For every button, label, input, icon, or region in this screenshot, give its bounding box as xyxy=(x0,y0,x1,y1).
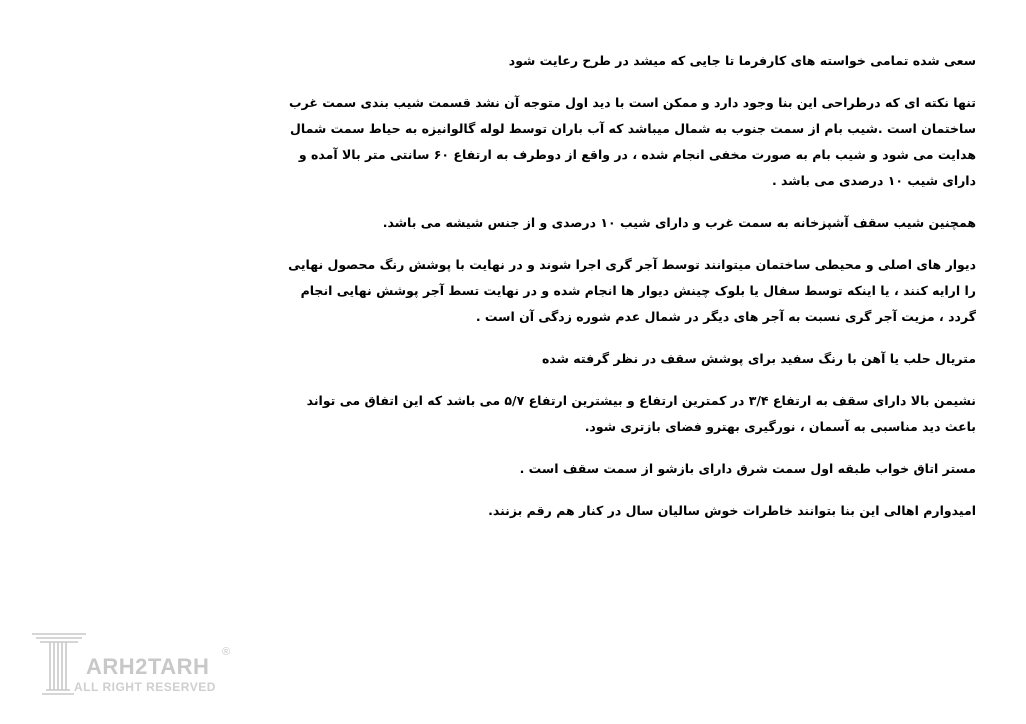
text-line: گردد ، مزیت آجر گری نسبت به آجر های دیگر در شمال عدم شوره زدگی آن است . xyxy=(475,309,976,324)
watermark-subtitle: ALL RIGHT RESERVED xyxy=(74,680,216,694)
watermark-brand: ARH2TARH xyxy=(86,654,210,679)
paragraph-client-requirements xyxy=(341,48,976,74)
text-line: دارای شیب ۱۰ درصدی می باشد . xyxy=(771,173,976,188)
paragraph-roof-material xyxy=(341,346,976,372)
text-line: هدایت می شود و شیب بام به صورت مخفی انجام شده ، در واقع از دوطرف به ارتفاع ۶۰ سانتی متر بالا آمده و xyxy=(298,147,976,162)
paragraph-kitchen-roof xyxy=(341,210,976,236)
text-line: دیوار های اصلی و محیطی ساختمان میتوانند توسط آجر گری اجرا شوند و در نهایت با پوشش رنگ محصول نهایی xyxy=(288,257,976,272)
text-line: سعی شده تمامی خواسته های کارفرما تا جایی که میشد در طرح رعایت شود xyxy=(508,53,976,68)
watermark-logo xyxy=(28,628,238,700)
text-line: متریال حلب یا آهن با رنگ سفید برای پوشش سقف در نظر گرفته شده xyxy=(542,351,976,366)
paragraph-walls xyxy=(288,252,976,330)
text-line: همچنین شیب سقف آشپزخانه به سمت غرب و دارای شیب ۱۰ درصدی و از جنس شیشه می باشد. xyxy=(382,215,976,230)
text-line: امیدوارم اهالی این بنا بتوانند خاطرات خوش سالیان سال در کنار هم رقم بزنند. xyxy=(488,503,976,518)
paragraph-master-bedroom xyxy=(341,456,976,482)
text-line: نشیمن بالا دارای سقف به ارتفاع ۳/۴ در کمترین ارتفاع و بیشترین ارتفاع ۵/۷ می باشد که این اتفاق می تواند xyxy=(306,393,976,408)
text-line: مستر اتاق خواب طبقه اول سمت شرق دارای بازشو از سمت سقف است . xyxy=(519,461,976,476)
document-body xyxy=(288,48,976,540)
text-line: باعث دید مناسبی به آسمان ، نورگیری بهترو فضای بازتری شود. xyxy=(584,419,976,434)
text-line: تنها نکته ای که درطراحی این بنا وجود دارد و ممکن است با دید اول متوجه آن نشد قسمت شیب بندی سمت غرب xyxy=(289,95,976,110)
paragraph-closing-wish xyxy=(341,498,976,524)
registered-mark: ® xyxy=(222,646,231,658)
paragraph-roof-slope xyxy=(289,90,976,194)
text-line: را ارایه کنند ، یا اینکه توسط سفال یا بلوک چینش دیوار ها انجام شده و در نهایت تسط آجر پوشش نهایی انجام xyxy=(300,283,976,298)
paragraph-living-room-ceiling xyxy=(306,388,976,440)
text-line: ساختمان است .شیب بام از سمت جنوب به شمال میباشد که آب باران توسط لوله گالوانیزه به حیاط سمت شمال xyxy=(290,121,976,136)
